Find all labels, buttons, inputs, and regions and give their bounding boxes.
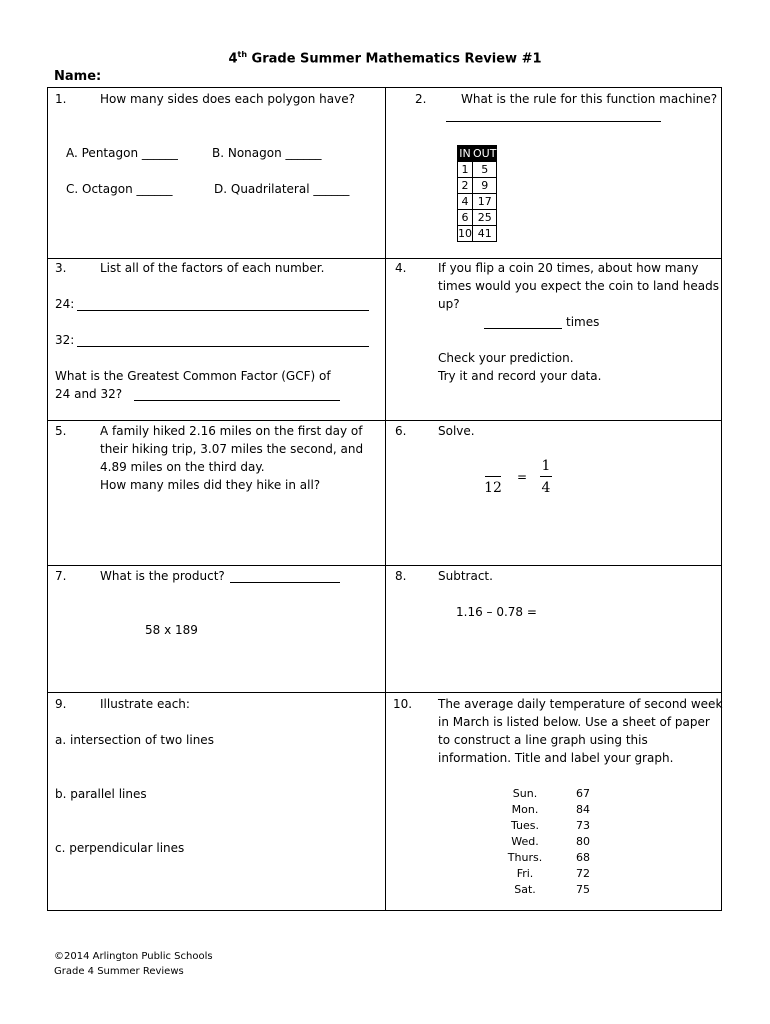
question-prompt: Solve. — [438, 424, 475, 438]
table-row: 2 9 — [458, 178, 497, 194]
question-number: 4. — [395, 261, 407, 275]
check-line-2: Try it and record your data. — [438, 369, 602, 383]
question-prompt: What is the rule for this function machine? — [461, 92, 718, 106]
question-number: 9. — [55, 697, 67, 711]
function-table — [457, 145, 497, 242]
question-prompt: Illustrate each: — [100, 697, 190, 711]
prediction-line — [484, 328, 562, 329]
answer-line-32 — [77, 346, 369, 347]
footer-copyright: ©2014 Arlington Public Schools — [54, 951, 213, 962]
table-row: 4 17 — [458, 194, 497, 210]
question-line: information. Title and label your graph. — [438, 751, 674, 765]
left-denominator: 12 — [484, 480, 502, 496]
question-line: The average daily temperature of second week — [438, 697, 723, 711]
subtraction-problem: 1.16 – 0.78 = — [456, 605, 537, 619]
question-prompt: Subtract. — [438, 569, 493, 583]
item-a: a. intersection of two lines — [55, 733, 214, 747]
question-number: 7. — [55, 569, 67, 583]
answer-line — [230, 582, 340, 583]
fraction-bar-left — [485, 476, 501, 477]
header-in: IN — [459, 147, 471, 160]
times-label: times — [566, 315, 600, 329]
equals-sign: = — [517, 470, 528, 484]
multiplication-problem: 58 x 189 — [145, 623, 198, 637]
fraction-bar-right — [540, 476, 552, 477]
table-row: 6 25 — [458, 210, 497, 226]
page-title: 4th Grade Summer Mathematics Review #1 — [228, 50, 542, 67]
label-32: 32: — [55, 333, 75, 347]
table-row: 1 5 — [458, 162, 497, 178]
question-number: 2. — [415, 92, 427, 106]
polygon-d: D. Quadrilateral ______ — [214, 182, 350, 196]
question-prompt: List all of the factors of each number. — [100, 261, 325, 275]
question-number: 1. — [55, 92, 67, 106]
question-number: 3. — [55, 261, 67, 275]
right-numerator: 1 — [541, 458, 551, 474]
question-line: times would you expect the coin to land heads — [438, 279, 719, 293]
answer-line — [446, 121, 661, 122]
row-divider — [48, 420, 721, 421]
label-24: 24: — [55, 297, 75, 311]
question-number: 8. — [395, 569, 407, 583]
gcf-answer-line — [134, 400, 340, 401]
footer-subtitle: Grade 4 Summer Reviews — [54, 966, 184, 977]
question-number: 6. — [395, 424, 407, 438]
name-label: Name: — [54, 69, 102, 84]
table-header-row — [458, 146, 497, 162]
header-out: OUT — [473, 147, 497, 160]
row-divider — [48, 258, 721, 259]
worksheet-grid: 1. How many sides does each polygon have? A. Pentagon ______ B. Nonagon ______ C. Octagon ______ D. Quadrilateral ______ 2. What is the rule for this function machine? IN OUT 1 5 2 9 4 17 6 25 10 41 3. List all of the factors of each number. 24: 32: What is the Greatest Common Factor (GCF) of 24 and 32? 4. If you flip a coin 20 times, about how many times would you expect the coin to land heads up? times Check your prediction. Try it and record your data. 5. A family hiked 2.16 miles on the first day of their hiking trip, 3.07 miles the second, and 4.89 miles on the third day. How many miles did they hike in all? 6. Solve. 12 = 1 4 7. What is the product? 58 x 189 8. Subtract. 1.16 – 0.78 = 9. Illustrate each: a. intersection of two lines b. parallel lines c. perpendicular lines 10. The average daily temperature of second week in March is listed below. Use a sheet of paper to construct a line graph using this information. Title and label your graph. Sun. 67 Mon. 84 Tues. 73 Wed. 80 Thurs. 68 Fri. 72 Sat. 75 — [47, 87, 722, 911]
item-c: c. perpendicular lines — [55, 841, 185, 855]
polygon-c: C. Octagon ______ — [66, 182, 173, 196]
question-prompt: What is the product? — [100, 569, 225, 583]
row-divider — [48, 565, 721, 566]
question-line: to construct a line graph using this — [438, 733, 648, 747]
answer-line-24 — [77, 310, 369, 311]
row-divider — [48, 692, 721, 693]
table-row: 10 41 — [458, 226, 497, 242]
question-number: 10. — [393, 697, 413, 711]
question-line: in March is listed below. Use a sheet of paper — [438, 715, 710, 729]
gcf-prompt-1: What is the Greatest Common Factor (GCF) of — [55, 369, 331, 383]
question-prompt: How many sides does each polygon have? — [100, 92, 355, 106]
right-denominator: 4 — [541, 480, 551, 496]
question-line: their hiking trip, 3.07 miles the second, and — [100, 442, 364, 456]
question-line: If you flip a coin 20 times, about how many — [438, 261, 699, 275]
item-b: b. parallel lines — [55, 787, 147, 801]
question-line: How many miles did they hike in all? — [100, 478, 321, 492]
check-line-1: Check your prediction. — [438, 351, 574, 365]
question-line: A family hiked 2.16 miles on the first day of — [100, 424, 363, 438]
polygon-b: B. Nonagon ______ — [212, 146, 322, 160]
polygon-a: A. Pentagon ______ — [66, 146, 178, 160]
question-line: up? — [438, 297, 460, 311]
column-divider — [385, 88, 386, 910]
question-line: 4.89 miles on the third day. — [100, 460, 265, 474]
question-number: 5. — [55, 424, 67, 438]
gcf-prompt-2: 24 and 32? — [55, 387, 123, 401]
